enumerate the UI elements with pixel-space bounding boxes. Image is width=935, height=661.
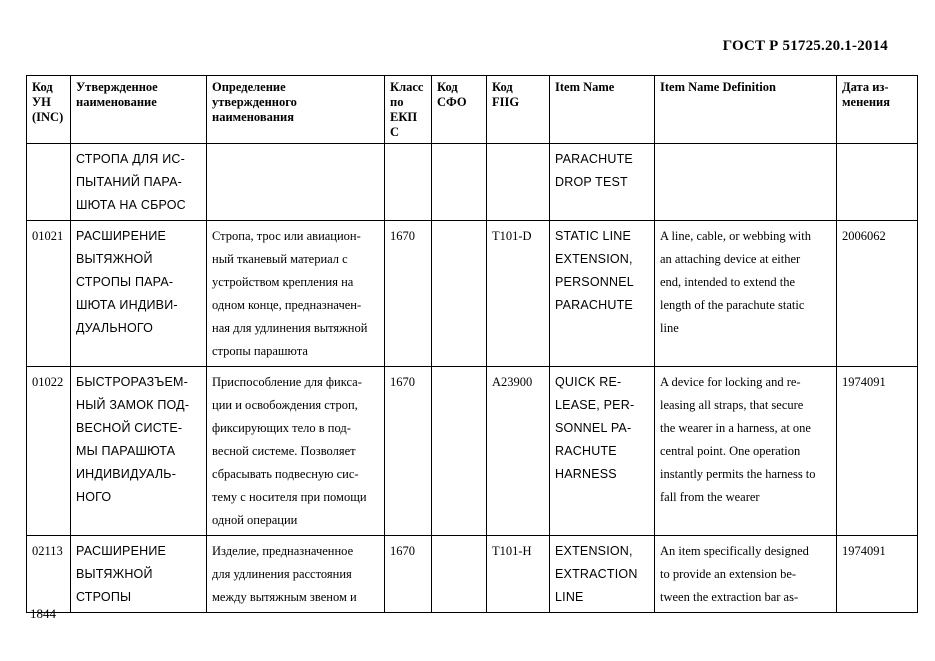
cell-approved-name-line: НЫЙ ЗАМОК ПОД-: [76, 398, 190, 412]
cell-item-definition: [655, 536, 837, 613]
cell-definition: [207, 221, 385, 367]
cell-approved-name-line: ВЫТЯЖНОЙ: [76, 567, 153, 581]
cell-definition-line: одной операции: [212, 513, 298, 527]
col-header-change-date: Дата из- менения: [837, 76, 918, 144]
cell-change-date: 2006062: [837, 221, 918, 367]
cell-approved-name-line: СТРОПЫ ПАРА-: [76, 275, 174, 289]
cell-code: 01022: [27, 367, 71, 536]
cell-item-name-line: EXTRACTION: [555, 567, 638, 581]
cell-item-definition-line: end, intended to extend the: [660, 275, 796, 289]
cell-code: 02113: [27, 536, 71, 613]
cell-sfo: [432, 221, 487, 367]
cell-definition-line: сбрасывать подвесную сис-: [212, 467, 359, 481]
cell-definition-line: ная для удлинения вытяжной: [212, 321, 368, 335]
cell-item-definition-line: an attaching device at either: [660, 252, 801, 266]
cell-code: [27, 144, 71, 221]
cell-item-name-line: HARNESS: [555, 467, 617, 481]
cell-approved-name-line: ДУАЛЬНОГО: [76, 321, 154, 335]
cell-item-definition-line: leasing all straps, that secure: [660, 398, 804, 412]
cell-approved-name-line: ВЫТЯЖНОЙ: [76, 252, 153, 266]
table-row: [27, 221, 918, 367]
cell-definition-line: устройством крепления на: [212, 275, 354, 289]
cell-item-definition-line: to provide an extension be-: [660, 567, 797, 581]
cell-definition-line: Стропа, трос или авиацион-: [212, 229, 361, 243]
cell-approved-name-line: НОГО: [76, 490, 112, 504]
cell-approved-name: [71, 221, 207, 367]
cell-definition-line: фиксирующих тело в под-: [212, 421, 351, 435]
cell-item-name: [550, 221, 655, 367]
table-header-row: [27, 76, 918, 144]
cell-approved-name-line: ПЫТАНИЙ ПАРА-: [76, 175, 182, 189]
cell-class: [385, 144, 432, 221]
cell-item-definition-line: the wearer in a harness, at one: [660, 421, 811, 435]
cell-definition: [207, 536, 385, 613]
table-body: [27, 144, 918, 613]
cell-approved-name-line: ШЮТА ИНДИВИ-: [76, 298, 178, 312]
cell-item-name-line: STATIC LINE: [555, 229, 632, 243]
cell-item-definition-line: central point. One operation: [660, 444, 801, 458]
cell-item-definition-line: tween the extraction bar as-: [660, 590, 799, 604]
cell-item-name-line: EXTENSION,: [555, 252, 633, 266]
cell-sfo: [432, 144, 487, 221]
document-id: ГОСТ Р 51725.20.1-2014: [722, 38, 888, 54]
table-row: [27, 536, 918, 613]
cell-item-definition: [655, 144, 837, 221]
cell-change-date: 1974091: [837, 536, 918, 613]
cell-fiig: [487, 144, 550, 221]
cell-definition-line: для удлинения расстояния: [212, 567, 352, 581]
cell-definition-line: тему с носителя при помощи: [212, 490, 367, 504]
cell-item-name-line: LINE: [555, 590, 584, 604]
cell-definition-line: одном конце, предназначен-: [212, 298, 362, 312]
cell-approved-name-line: СТРОПЫ: [76, 590, 132, 604]
cell-approved-name-line: ИНДИВИДУАЛЬ-: [76, 467, 177, 481]
cell-approved-name-line: РАСШИРЕНИЕ: [76, 229, 167, 243]
cell-item-name-line: PERSONNEL: [555, 275, 634, 289]
cell-item-name-line: LEASE, PER-: [555, 398, 635, 412]
cell-definition-line: Приспособление для фикса-: [212, 375, 362, 389]
gost-table: [26, 75, 918, 613]
cell-item-definition-line: A device for locking and re-: [660, 375, 801, 389]
col-header-item-name: Item Name: [550, 76, 655, 144]
col-header-sfo: Код СФО: [432, 76, 487, 144]
col-header-code: Код УН (INC): [27, 76, 71, 144]
cell-item-name-line: RACHUTE: [555, 444, 617, 458]
col-header-item-name-definition: Item Name Definition: [655, 76, 837, 144]
cell-definition-line: ный тканевый материал с: [212, 252, 348, 266]
cell-approved-name-line: ШЮТА НА СБРОС: [76, 198, 186, 212]
cell-approved-name-line: БЫСТРОРАЗЪЕМ-: [76, 375, 188, 389]
cell-class: 1670: [385, 221, 432, 367]
table-row: [27, 144, 918, 221]
cell-approved-name: [71, 536, 207, 613]
cell-approved-name-line: ВЕСНОЙ СИСТЕ-: [76, 421, 183, 435]
cell-item-definition-line: fall from the wearer: [660, 490, 760, 504]
cell-item-name: [550, 144, 655, 221]
cell-item-definition: [655, 367, 837, 536]
cell-item-definition-line: length of the parachute static: [660, 298, 805, 312]
cell-definition-line: ции и освобождения строп,: [212, 398, 358, 412]
cell-fiig: T101-H: [487, 536, 550, 613]
cell-item-name: [550, 536, 655, 613]
cell-fiig: A23900: [487, 367, 550, 536]
cell-sfo: [432, 367, 487, 536]
cell-item-name: [550, 367, 655, 536]
cell-item-definition-line: An item specifically designed: [660, 544, 809, 558]
cell-fiig: T101-D: [487, 221, 550, 367]
cell-definition-line: весной системе. Позволяет: [212, 444, 356, 458]
cell-item-name-line: SONNEL PA-: [555, 421, 632, 435]
cell-item-definition: [655, 221, 837, 367]
cell-code: 01021: [27, 221, 71, 367]
table-row: [27, 367, 918, 536]
cell-definition: [207, 144, 385, 221]
cell-approved-name-line: РАСШИРЕНИЕ: [76, 544, 167, 558]
cell-item-name-line: QUICK RE-: [555, 375, 622, 389]
cell-sfo: [432, 536, 487, 613]
cell-item-definition-line: instantly permits the harness to: [660, 467, 816, 481]
page-number: 1844: [30, 606, 56, 621]
cell-change-date: [837, 144, 918, 221]
cell-item-name-line: PARACHUTE: [555, 298, 633, 312]
cell-item-name-line: EXTENSION,: [555, 544, 633, 558]
cell-class: 1670: [385, 367, 432, 536]
cell-definition-line: между вытяжным звеном и: [212, 590, 357, 604]
col-header-definition: Определение утвержденного наименования: [207, 76, 385, 144]
cell-item-name-line: PARACHUTE: [555, 152, 633, 166]
cell-approved-name-line: СТРОПА ДЛЯ ИС-: [76, 152, 185, 166]
col-header-class: Класс по ЕКП С: [385, 76, 432, 144]
cell-approved-name: [71, 144, 207, 221]
cell-item-definition-line: line: [660, 321, 679, 335]
cell-class: 1670: [385, 536, 432, 613]
cell-definition-line: стропы парашюта: [212, 344, 308, 358]
cell-definition: [207, 367, 385, 536]
cell-definition-line: Изделие, предназначенное: [212, 544, 354, 558]
cell-item-definition-line: A line, cable, or webbing with: [660, 229, 812, 243]
cell-approved-name: [71, 367, 207, 536]
col-header-approved-name: Утвержденное наименование: [71, 76, 207, 144]
cell-change-date: 1974091: [837, 367, 918, 536]
col-header-fiig: Код FIIG: [487, 76, 550, 144]
cell-approved-name-line: МЫ ПАРАШЮТА: [76, 444, 176, 458]
cell-item-name-line: DROP TEST: [555, 175, 628, 189]
